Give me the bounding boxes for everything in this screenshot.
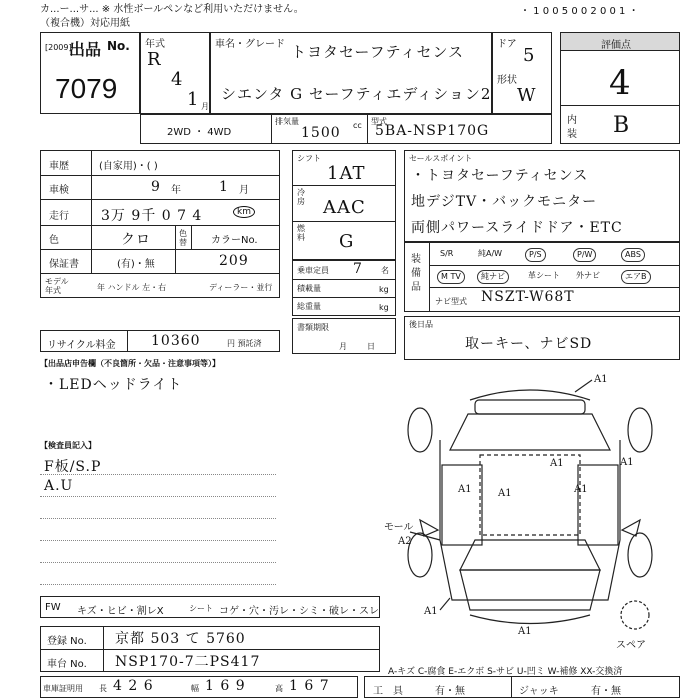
equip-airbag: エアB [621, 270, 651, 284]
equip-abs: ABS [621, 248, 645, 262]
model-year-era: R [147, 49, 162, 70]
tools-label: 工 具 [373, 686, 403, 697]
sales-point-3: 両側パワースライドドア・ETC [411, 220, 623, 236]
spare-label: スペア [616, 640, 646, 650]
inspection-month: 1 [219, 179, 229, 195]
shift-value: 1AT [327, 163, 366, 184]
equip-tv: M TV [437, 270, 465, 284]
damage-legend: A-キズ C-腐食 E-エクボ S-サビ U-凹ミ W-補修 XX-交換済 [388, 667, 623, 677]
front-bumper-outline [470, 615, 590, 624]
handle-label: 年 ハンドル 左・右 [97, 283, 167, 292]
fuel-value: G [339, 231, 355, 252]
lot-no-label: No. [107, 39, 130, 53]
body-shape-value: W [517, 85, 537, 106]
header-type-line: （複合機）対応用紙 [40, 18, 130, 29]
mark-right-rear: A1 [620, 457, 634, 468]
score-label: 評価点 [601, 40, 631, 51]
equipment-block [404, 242, 680, 312]
seller-notes-label: 【出品店申告欄（不良箇所・欠品・注意事項等）】 [40, 359, 220, 368]
jack-value: 有・無 [591, 686, 621, 697]
wheel-front-left [408, 533, 432, 577]
sales-points-label: セールスポイント [409, 154, 473, 163]
fw-text: キズ・ヒビ・割レX [77, 606, 164, 617]
interior-score-value: B [613, 113, 631, 138]
left-side-panel [442, 465, 482, 545]
wheel-rear-left [408, 408, 432, 452]
color-no-label: カラーNo. [211, 235, 258, 246]
inspection-year: 9 [151, 179, 161, 195]
fuel-label: 燃料 [297, 224, 305, 242]
car-damage-diagram [380, 370, 680, 650]
inspection-label: 車検 [49, 185, 69, 196]
model-year-year: 4 [171, 69, 184, 90]
body-side-outline [440, 440, 620, 600]
equip-power-windows: P/W [573, 248, 596, 262]
shift-label: シフト [297, 154, 321, 163]
door-shape-box [492, 32, 552, 114]
equip-sunroof: S/R [440, 249, 454, 258]
header-top-line: カ...ー...サ... ※ 水性ボールペンなど利用いただけません。 [40, 4, 304, 15]
model-year-sub-label: モデル年式 [45, 277, 69, 295]
dealer-label: ディーラー・並行 [209, 283, 273, 292]
sales-point-1: ・トヨタセーフティセンス [411, 168, 589, 184]
dim-height-value: 1 6 7 [289, 678, 330, 694]
hood-outline [460, 570, 600, 610]
score-value: 4 [609, 63, 632, 103]
wheel-rear-right [628, 408, 652, 452]
mileage-unit: km [233, 206, 255, 218]
car-model-name: シエンタ G セーフティエディション2 [221, 85, 492, 103]
pointer-front [440, 598, 450, 610]
wheel-front-right [628, 533, 652, 577]
inspector-line-1: F板/S.P [44, 459, 102, 475]
recycle-value: 10360 [151, 333, 201, 349]
roof-outline [480, 455, 580, 535]
displacement-value: 1500 [301, 125, 341, 141]
recycle-unit: 円 預託済 [227, 339, 262, 348]
capacity-value: 7 [353, 261, 363, 277]
color-no-value: 209 [219, 253, 249, 269]
history-label: 車歴 [49, 161, 69, 172]
aircon-value: AAC [323, 197, 366, 218]
car-name-box [210, 32, 492, 114]
inspector-label: 【検査員記入】 [40, 441, 96, 450]
displacement-unit: cc [353, 121, 362, 130]
mall-label: モール [384, 522, 414, 533]
tools-jack-row [364, 676, 680, 698]
dim-width-unit: 幅 [191, 684, 199, 693]
chassis-value: NSP170-7二PS417 [115, 654, 261, 670]
fw-sheet-label: シート [189, 604, 213, 613]
spare-tire-outline [621, 601, 649, 629]
dim-width-value: 1 6 9 [205, 678, 246, 694]
recycle-row [40, 330, 280, 352]
history-value: (自家用)・( ) [99, 161, 158, 172]
drive-row [140, 114, 552, 144]
mark-roof-left: A1 [498, 488, 512, 499]
sales-points-block [404, 150, 680, 242]
dimensions-label: 車庫証明用 [43, 684, 83, 693]
fw-row [40, 596, 380, 618]
front-mark: A1 [424, 606, 438, 617]
color-value: クロ [121, 232, 151, 248]
model-year-box [140, 32, 210, 114]
dim-length-unit: 長 [99, 684, 107, 693]
mall-mark: A2 [398, 536, 412, 547]
pointer-rear [575, 380, 592, 392]
right-side-panel [578, 465, 618, 545]
lot-year-tag: [2009] [45, 43, 72, 52]
model-year-month: 1 [187, 89, 200, 110]
fw-sheet-text: コゲ・穴・汚レ・シミ・破レ・スレ [219, 606, 379, 617]
lot-number: 7079 [55, 73, 118, 104]
rear-note-label: 後日品 [409, 320, 433, 329]
inspector-line-2: A.U [44, 478, 74, 494]
mark-right-panel: A1 [574, 484, 588, 495]
doc-expiry-label: 書類期限 [297, 323, 329, 332]
tools-value: 有・無 [435, 686, 465, 697]
equip-power-steering: P/S [525, 248, 546, 262]
weight-unit: kg [379, 303, 389, 312]
model-year-label: 年式 [145, 39, 165, 50]
dim-length-value: 4 2 6 [113, 678, 154, 694]
equipment-label: 装備品 [411, 254, 421, 293]
rear-bumper-outline [470, 390, 590, 400]
recycle-label: リサイクル料金 [47, 340, 116, 351]
capacity-label: 乗車定員 [297, 266, 329, 275]
registration-value: 京都 503 て 5760 [115, 631, 246, 647]
header-barcode-digits: ・ 1 0 0 5 0 0 2 0 0 1 ・ [520, 6, 639, 17]
sales-point-2: 地デジTV・バックモニター [411, 194, 598, 210]
car-maker-grade: トヨタセーフティセンス [291, 43, 465, 61]
drive-label: 2WD ・ 4WD [167, 127, 232, 138]
spec-block [292, 150, 396, 260]
aircon-label: 冷房 [297, 188, 305, 206]
capacity-unit: 名 [381, 266, 389, 275]
registration-block [40, 626, 380, 672]
mark-roof-right: A1 [550, 458, 564, 469]
equip-factory-navi: 純ナビ [477, 270, 509, 284]
car-name-label: 車名・グレード [215, 39, 285, 50]
capacity-block [292, 260, 396, 316]
lot-ship-label: 出品 [69, 40, 102, 59]
chassis-label: 車台 No. [47, 659, 87, 670]
body-shape-label: 形状 [497, 75, 517, 86]
rear-window-outline [450, 414, 610, 450]
seller-notes-block [40, 356, 276, 416]
interior-label-1: 内 [567, 115, 577, 126]
dim-height-unit: 高 [275, 684, 283, 693]
equip-alloy-wheels: 純A/W [478, 249, 503, 258]
displacement-label: 排気量 [275, 117, 299, 126]
mileage-value: 3万 9千 0 7 4 [101, 208, 203, 224]
mark-bottom: A1 [518, 626, 532, 637]
doors-value: 5 [523, 45, 536, 66]
load-label: 積載量 [297, 284, 321, 293]
rear-note-value: 取ーキー、ナビSD [465, 336, 593, 352]
registration-label: 登録 No. [47, 636, 87, 647]
mark-left-panel: A1 [458, 484, 472, 495]
jack-label: ジャッキ [519, 686, 559, 697]
rear-note-block [404, 316, 680, 360]
navi-model-label: ナビ型式 [435, 297, 467, 306]
model-year-month-unit: 月 [201, 102, 209, 111]
vehicle-info-block [40, 150, 280, 298]
doors-label: ドア [497, 39, 517, 50]
warranty-label: 保証書 [49, 259, 79, 270]
color-change-label: 色替 [179, 229, 187, 247]
doc-expiry-block [292, 318, 396, 354]
inspection-year-unit: 年 [171, 185, 181, 196]
seller-notes-value: ・LEDヘッドライト [44, 377, 183, 393]
weight-label: 総重量 [297, 302, 321, 311]
model-code-label: 型式 [371, 117, 387, 126]
model-code-value: 5BA-NSP170G [375, 123, 490, 139]
inspector-lines [40, 452, 276, 592]
doc-expiry-unit: 月日 [339, 342, 395, 351]
warranty-value: (有)・無 [117, 259, 155, 270]
score-box [560, 32, 680, 144]
equip-aftermarket-navi: 外ナビ [576, 271, 600, 280]
lot-number-box [40, 32, 140, 114]
inspection-month-unit: 月 [239, 185, 249, 196]
equip-leather-seats: 革シート [528, 271, 560, 280]
interior-label-2: 装 [567, 129, 577, 140]
rear-hatch-outline [475, 400, 585, 414]
mark-rear: A1 [594, 374, 608, 385]
load-unit: kg [379, 285, 389, 294]
dimensions-row [40, 676, 358, 698]
mileage-label: 走行 [49, 211, 69, 222]
fw-label: FW [45, 602, 61, 613]
color-label: 色 [49, 235, 59, 246]
navi-model-value: NSZT-W68T [481, 289, 575, 305]
